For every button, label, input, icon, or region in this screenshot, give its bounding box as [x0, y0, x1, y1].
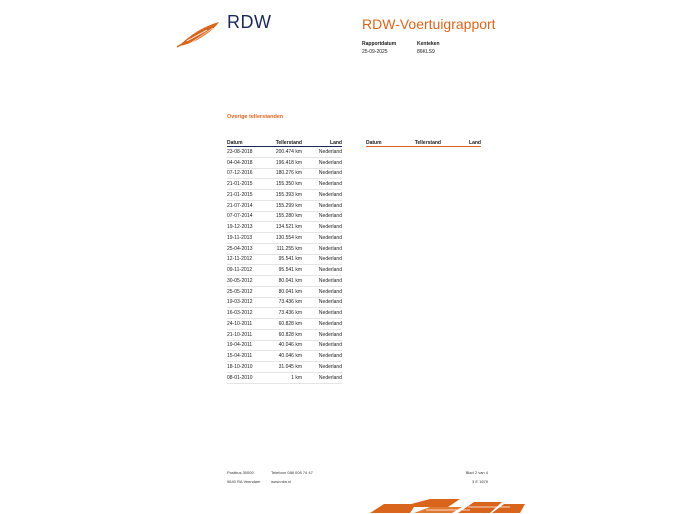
- footer-phone: Telefoon 088 008 74 47: [271, 470, 313, 475]
- cell-date: 07-12-2016: [227, 168, 271, 179]
- cell-country: Nederland: [302, 351, 342, 362]
- cell-odometer: 111.255 km: [271, 243, 302, 254]
- cell-country: Nederland: [302, 286, 342, 297]
- cell-date: 04-04-2018: [227, 157, 271, 168]
- odometer-table-continued: [366, 138, 481, 147]
- cell-country: Nederland: [302, 222, 342, 233]
- table-row: [227, 243, 342, 254]
- cell-odometer: 196.418 km: [271, 157, 302, 168]
- footer-contact: [271, 470, 313, 488]
- cell-country: Nederland: [302, 254, 342, 265]
- table-row: [227, 190, 342, 201]
- cell-country: Nederland: [302, 297, 342, 308]
- table-row: [227, 179, 342, 190]
- table-row: [227, 362, 342, 373]
- cell-odometer: 155.280 km: [271, 211, 302, 222]
- license-plate-block: [417, 40, 440, 56]
- cell-odometer: 155.299 km: [271, 200, 302, 211]
- cell-odometer: 60.828 km: [271, 329, 302, 340]
- cell-odometer: 60.828 km: [271, 319, 302, 330]
- cell-date: 09-11-2012: [227, 265, 271, 276]
- cell-country: Nederland: [302, 147, 342, 158]
- table-row: [227, 372, 342, 383]
- cell-country: Nederland: [302, 329, 342, 340]
- footer-page-number: Blad 2 van 4: [465, 470, 488, 475]
- footer-address: [227, 470, 260, 488]
- cell-date: 25-04-2013: [227, 243, 271, 254]
- cell-date: 12-11-2012: [227, 254, 271, 265]
- footer-address-line1: Postbus 30000: [227, 470, 254, 475]
- table-header-row: [366, 138, 481, 147]
- table-row: [227, 265, 342, 276]
- report-date-value: 25-09-2025: [362, 49, 388, 55]
- column-header-country: Land: [441, 138, 481, 147]
- cell-odometer: 80.041 km: [271, 276, 302, 287]
- table-row: [227, 254, 342, 265]
- footer-page-info: [452, 470, 488, 488]
- column-header-odometer: Tellerstand: [410, 138, 441, 147]
- cell-date: 19-11-2013: [227, 233, 271, 244]
- rdw-feather-icon: [177, 20, 221, 48]
- cell-country: Nederland: [302, 362, 342, 373]
- cell-country: Nederland: [302, 265, 342, 276]
- table-row: [227, 157, 342, 168]
- table-row: [227, 308, 342, 319]
- cell-date: 16-03-2012: [227, 308, 271, 319]
- cell-date: 21-01-2015: [227, 190, 271, 201]
- column-header-date: Datum: [366, 138, 410, 147]
- table-row: [227, 297, 342, 308]
- cell-country: Nederland: [302, 157, 342, 168]
- cell-country: Nederland: [302, 168, 342, 179]
- cell-odometer: 95.541 km: [271, 265, 302, 276]
- cell-date: 30-05-2012: [227, 276, 271, 287]
- cell-date: 18-10-2010: [227, 362, 271, 373]
- cell-date: 24-10-2011: [227, 319, 271, 330]
- cell-country: Nederland: [302, 319, 342, 330]
- cell-country: Nederland: [302, 190, 342, 201]
- cell-odometer: 95.541 km: [271, 254, 302, 265]
- table-row: [227, 233, 342, 244]
- table-header-row: [227, 138, 342, 147]
- report-title: RDW-Voertuigrapport: [362, 16, 496, 32]
- cell-odometer: 180.276 km: [271, 168, 302, 179]
- table-row: [227, 351, 342, 362]
- table-row: [227, 211, 342, 222]
- odometer-table-body: [227, 147, 342, 384]
- column-header-odometer: Tellerstand: [271, 138, 302, 147]
- table-row: [227, 276, 342, 287]
- footer-address-line2: 9640 RA Veendam: [227, 479, 261, 484]
- odometer-table: [227, 138, 342, 384]
- table-row: [227, 147, 342, 158]
- cell-date: 21-01-2015: [227, 179, 271, 190]
- license-plate-value: 86KLS9: [417, 49, 435, 55]
- rdw-stripes-decoration: [370, 499, 525, 513]
- cell-odometer: 73.436 km: [271, 308, 302, 319]
- table-row: [227, 168, 342, 179]
- table-row: [227, 329, 342, 340]
- cell-date: 23-08-2018: [227, 147, 271, 158]
- table-row: [227, 222, 342, 233]
- footer-website: www.rdw.nl: [271, 479, 292, 484]
- cell-country: Nederland: [302, 233, 342, 244]
- cell-odometer: 1 km: [271, 372, 302, 383]
- table-row: [227, 319, 342, 330]
- cell-odometer: 200.474 km: [271, 147, 302, 158]
- cell-country: Nederland: [302, 211, 342, 222]
- cell-country: Nederland: [302, 179, 342, 190]
- cell-date: 19-03-2012: [227, 297, 271, 308]
- cell-odometer: 134.521 km: [271, 222, 302, 233]
- cell-country: Nederland: [302, 200, 342, 211]
- brand-name: RDW: [227, 12, 272, 32]
- column-header-country: Land: [302, 138, 342, 147]
- cell-odometer: 40.046 km: [271, 340, 302, 351]
- cell-date: 08-01-2010: [227, 372, 271, 383]
- cell-odometer: 155.393 km: [271, 190, 302, 201]
- section-title: Overige tellerstanden: [227, 114, 284, 120]
- table-row: [227, 286, 342, 297]
- cell-odometer: 73.436 km: [271, 297, 302, 308]
- cell-country: Nederland: [302, 276, 342, 287]
- cell-country: Nederland: [302, 308, 342, 319]
- table-row: [227, 340, 342, 351]
- footer-doc-code: 3 E 1679: [471, 479, 488, 484]
- cell-country: Nederland: [302, 243, 342, 254]
- cell-date: 25-05-2012: [227, 286, 271, 297]
- table-row: [227, 200, 342, 211]
- license-plate-label: Kenteken: [417, 41, 440, 47]
- cell-date: 19-04-2011: [227, 340, 271, 351]
- cell-odometer: 130.554 km: [271, 233, 302, 244]
- report-date-label: Rapportdatum: [362, 41, 397, 47]
- cell-country: Nederland: [302, 372, 342, 383]
- cell-date: 07-07-2014: [227, 211, 271, 222]
- cell-date: 15-04-2011: [227, 351, 271, 362]
- cell-date: 21-07-2014: [227, 200, 271, 211]
- cell-odometer: 40.046 km: [271, 351, 302, 362]
- cell-date: 21-10-2011: [227, 329, 271, 340]
- cell-odometer: 31.045 km: [271, 362, 302, 373]
- cell-country: Nederland: [302, 340, 342, 351]
- cell-odometer: 155.350 km: [271, 179, 302, 190]
- column-header-date: Datum: [227, 138, 271, 147]
- cell-date: 19-12-2013: [227, 222, 271, 233]
- cell-odometer: 80.041 km: [271, 286, 302, 297]
- report-date-block: [362, 40, 396, 56]
